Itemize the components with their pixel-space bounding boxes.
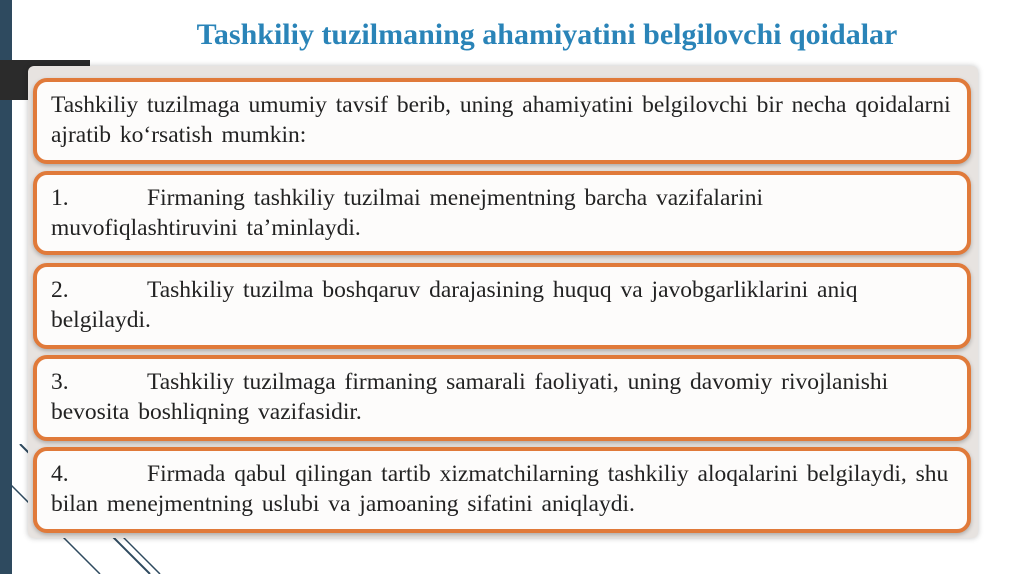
rule-number: 3. [51,369,69,395]
rule-box-4 [33,447,971,533]
slide-title: Tashkiliy tuzilmaning ahamiyatini belgilovchi qoidalar [196,18,898,51]
rule-text: Tashkiliy tuzilma boshqaruv darajasining huquq va javobgarliklarini aniq belgilaydi. [51,277,858,333]
rule-text: Tashkiliy tuzilmaga firmaning samarali faoliyati, uning davomiy rivojlanishi bevosita boshliqning vazifasidir. [51,369,889,425]
rule-box-1 [33,171,971,255]
rule-number: 1. [51,185,69,211]
rule-number: 4. [51,461,69,487]
rule-number: 2. [51,277,69,303]
rule-box-3 [33,355,971,441]
rule-text: Firmada qabul qilingan tartib xizmatchilarning tashkiliy aloqalarini belgilaydi, shu bilan menejmentning uslubi va jamoaning sifatini aniqlaydi. [51,461,949,517]
rule-text: Firmaning tashkiliy tuzilmai menejmentning barcha vazifalarini muvofiqlashtiruvini ta’minlaydi. [51,185,764,241]
intro-box [33,78,971,164]
intro-text: Tashkiliy tuzilmaga umumiy tavsif berib, uning ahamiyatini belgilovchi bir necha qoidalarni ajratib ko‘rsatish mumkin: [51,92,951,148]
rule-box-2 [33,263,971,349]
